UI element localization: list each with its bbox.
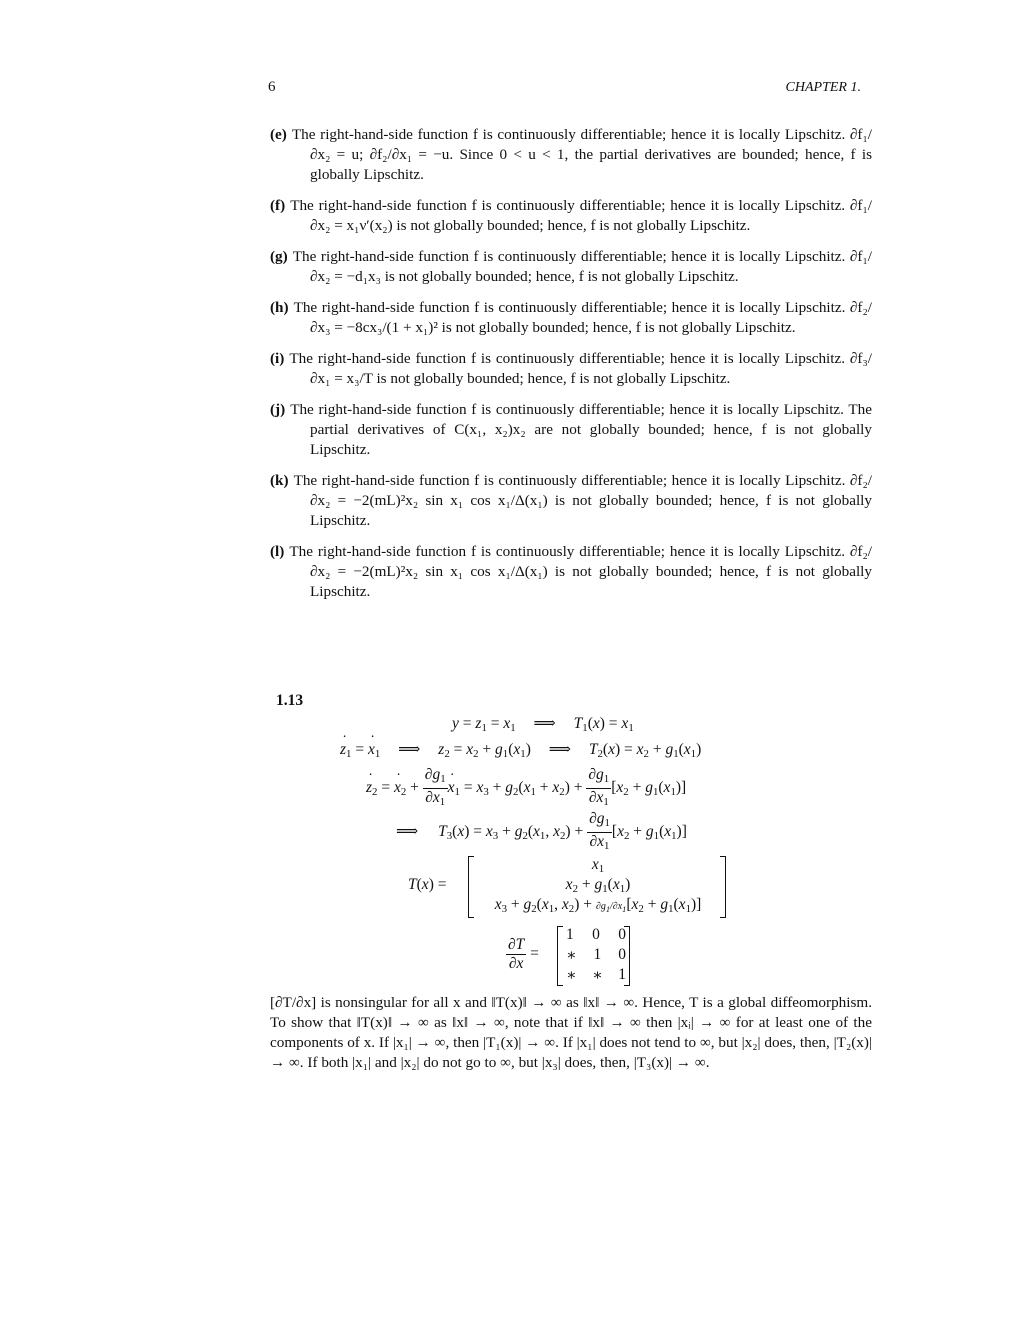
vector-row-2: $x_2 + g_1(x_1)$ [565,876,631,895]
item-label: (h) [270,299,289,316]
matrix-cell: ∗ [566,967,577,984]
item-label: (e) [270,126,287,143]
item-text: The right-hand-side function f is continuously differentiable; hence it is locally Lipschitz. ∂f₁/∂x₂ = u; ∂f₂/∂x₁ = −u. Since 0 < u < 1, the partial derivatives are bounded; hence, f is globally Lipschitz. [291,126,872,183]
item-h [270,298,872,338]
item-g [270,247,872,287]
item-text: The right-hand-side function f is continuously differentiable; hence it is locally Lipschitz. ∂f₂/∂x₂ = −2(mL)²x₂ sin x₁ cos x₁/Δ(x₁) is not globally bounded; hence, f is not globally Lipschitz. [293,472,872,529]
matrix-cell: 0 [618,946,626,963]
equation-line-1: $y = z_1 = x_1$ ⟹ $T_1(x) = x_1$ [452,715,634,734]
item-text: The right-hand-side function f is continuously differentiable; hence it is locally Lipschitz. ∂f₂/∂x₃ = −8cx₃/(1 + x₁)² is not globally bounded; hence, f is not globally Lipschitz. [293,299,872,336]
matrix-row-3 [566,966,626,985]
matrix-cell: 1 [566,926,574,943]
equation-line-3: ˙ $z_2$ = ˙ $x_2$ + $\frac{\partial g_1}{\partial x_1}$ ˙ $x_1 = x_3 + g_2(x_1 + x_2)$ + $\frac{\partial g_1}{\partial x_1}$ $[x_2 + g_1(x_1)]$ [366,766,686,811]
item-label: (g) [270,248,288,265]
solution-items [270,125,872,613]
matrix-cell: 0 [592,926,600,943]
matrix-row-2 [566,946,626,965]
matrix-cell: 0 [618,926,626,943]
page-number: 6 [268,79,276,95]
item-f [270,196,872,236]
item-text: The right-hand-side function f is continuously differentiable; hence it is locally Lipschitz. The partial derivatives of C(x₁, x₂)x₂ are not globally bounded; hence, f is not globally Lipschitz. [290,401,872,458]
item-label: (k) [270,472,289,489]
matrix-cell: ∗ [592,967,603,984]
item-label: (i) [270,350,285,367]
left-bracket [468,856,474,918]
equation-line-2: ˙ $z_1$ = ˙ $x_1$ ⟹ $z_2 = x_2 + g_1(x_1)$ ⟹ $T_2(x) = x_2 + g_1(x_1)$ [340,740,701,760]
item-k [270,471,872,531]
transform-lhs: T(x) = [408,876,447,893]
item-text: The right-hand-side function f is continuously differentiable; hence it is locally Lipschitz. ∂f₂/∂x₂ = −2(mL)²x₂ sin x₁ cos x₁/Δ(x₁) is not globally bounded; hence, f is not globally Lipschitz. [289,543,872,600]
vector-row-1: $x_1$ [591,856,605,875]
item-text: The right-hand-side function f is continuously differentiable; hence it is locally Lipschitz. ∂f₃/∂x₁ = x₃/T is not globally bounded; hence, f is not globally Lipschitz. [289,350,872,387]
item-text: The right-hand-side function f is continuously differentiable; hence it is locally Lipschitz. ∂f₁/∂x₂ = −d₁x₃ is not globally bounded; hence, f is not globally Lipschitz. [292,248,872,285]
matrix-row-1 [566,926,626,944]
item-label: (l) [270,543,285,560]
vector-row-3: $x_3 + g_2(x_1$, $x_2) + \partial g_1/\partial x_1[x_2 + g_1(x_1)]$ [494,896,702,915]
matrix-cell: 1 [618,966,626,983]
item-label: (j) [270,401,286,418]
item-label: (f) [270,197,286,214]
jacobian-lhs: $\frac{\partial T}{\partial x}$ = [508,936,539,972]
item-i [270,349,872,389]
problem-number: 1.13 [276,692,304,709]
item-l [270,542,872,602]
conclusion-paragraph: [∂T/∂x] is nonsingular for all x and ‖T(x)‖ → ∞ as ‖x‖ → ∞. Hence, T is a global diffeomorphism. To show that ‖T(x)‖ → ∞ as ‖x‖ → ∞, note that if ‖x‖ → ∞ then |xᵢ| → ∞ for at least one of the components of x. If |x₁| → ∞, then |T₁(x)| → ∞. If |x₁| does not tend to ∞, but |x₂| does, then, |T₂(x)| → ∞. If both |x₁| and |x₂| do not go to ∞, but |x₃| does, then, |T₃(x)| → ∞. [270,994,872,1071]
matrix-cell: ∗ [566,947,577,964]
equation-line-4: ⟹ $T_3(x) = x_3 + g_2(x_1$, $x_2$) + $\frac{\partial g_1}{\partial x_1}$ $[x_2 + g_1(x_1)]$ [396,810,687,852]
matrix-cell: 1 [593,946,602,963]
matrix-left-bracket [557,926,563,986]
item-text: The right-hand-side function f is continuously differentiable; hence it is locally Lipschitz. ∂f₁/∂x₂ = x₁ν′(x₂) is not globally bounded; hence, f is not globally Lipschitz. [290,197,872,234]
item-e [270,125,872,185]
item-j [270,400,872,460]
running-header: CHAPTER 1. [785,80,861,95]
